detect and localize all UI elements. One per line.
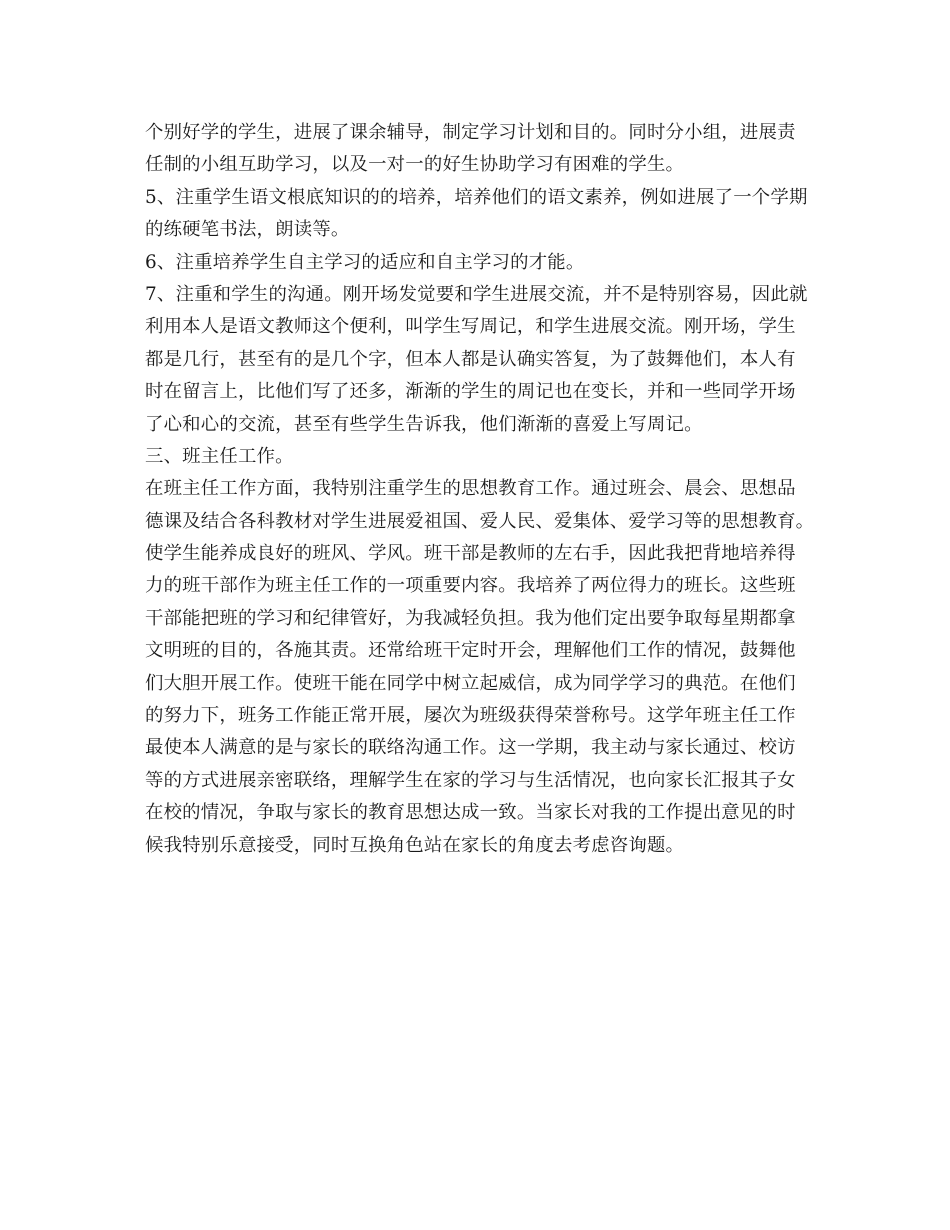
text-line: 们大胆开展工作。使班干能在同学中树立起威信，成为同学学习的典范。在他们	[145, 672, 796, 694]
text-line: 最使本人满意的是与家长的联络沟通工作。这一学期，我主动与家长通过、校访	[145, 737, 796, 759]
text-line: 候我特别乐意接受，同时互换角色站在家长的角度去考虑咨询题。	[145, 834, 685, 856]
text-line: 等的方式进展亲密联络，理解学生在家的学习与生活情况，也向家长汇报其子女	[145, 769, 796, 791]
text-line: 利用本人是语文教师这个便利，叫学生写周记，和学生进展交流。刚开场，学生	[145, 316, 796, 338]
text-line: 7、注重和学生的沟通。刚开场发觉要和学生进展交流，并不是特别容易，因此就	[145, 283, 808, 305]
text-line: 力的班干部作为班主任工作的一项重要内容。我培养了两位得力的班长。这些班	[145, 575, 796, 597]
text-line: 任制的小组互助学习，以及一对一的好生协助学习有困难的学生。	[145, 154, 685, 176]
text-line: 个别好学的学生，进展了课余辅导，制定学习计划和目的。同时分小组，进展责	[145, 122, 796, 143]
text-line: 的努力下，班务工作能正常开展，屡次为班级获得荣誉称号。这学年班主任工作	[145, 705, 796, 727]
text-line: 的练硬笔书法，朗读等。	[145, 219, 350, 241]
text-line: 使学生能养成良好的班风、学风。班干部是教师的左右手，因此我把背地培养得	[145, 543, 796, 565]
section-heading: 三、班主任工作。	[145, 445, 294, 467]
text-line: 都是几行，甚至有的是几个字，但本人都是认确实答复，为了鼓舞他们，本人有	[145, 348, 796, 370]
text-line: 5、注重学生语文根底知识的的培养，培养他们的语文素养，例如进展了一个学期	[145, 186, 808, 208]
text-line: 德课及结合各科教材对学生进展爱祖国、爱人民、爱集体、爱学习等的思想教育。	[145, 510, 815, 532]
text-line: 了心和心的交流，甚至有些学生告诉我，他们渐渐的喜爱上写周记。	[145, 413, 703, 435]
text-line: 文明班的目的，各施其责。还常给班干定时开会，理解他们工作的情况，鼓舞他	[145, 640, 796, 662]
text-line: 6、注重培养学生自主学习的适应和自主学习的才能。	[145, 251, 585, 273]
text-line: 在班主任工作方面，我特别注重学生的思想教育工作。通过班会、晨会、思想品	[145, 478, 796, 500]
document-body	[145, 117, 815, 862]
text-line: 干部能把班的学习和纪律管好，为我减轻负担。我为他们定出要争取每星期都拿	[145, 607, 796, 629]
text-line: 在校的情况，争取与家长的教育思想达成一致。当家长对我的工作提出意见的时	[145, 802, 796, 824]
text-line: 时在留言上，比他们写了还多，渐渐的学生的周记也在变长，并和一些同学开场	[145, 381, 796, 403]
